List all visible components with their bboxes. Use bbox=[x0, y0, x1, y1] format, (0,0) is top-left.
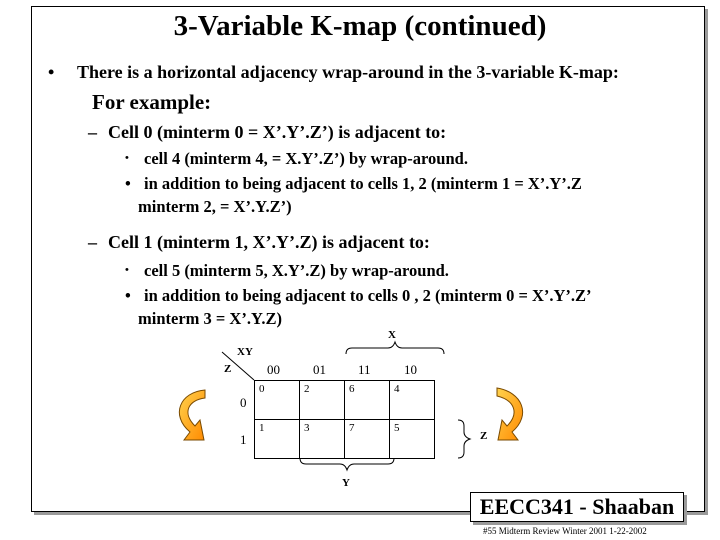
kmap-cell: 4 bbox=[390, 381, 435, 420]
for-example-label: For example: bbox=[92, 90, 212, 114]
course-footer-box: EECC341 - Shaaban bbox=[470, 492, 684, 522]
cell0-heading: Cell 0 (minterm 0 = X’.Y’.Z’) is adjacent to: bbox=[108, 122, 447, 142]
cell1-dash: – bbox=[88, 232, 97, 252]
cell0-sub2-line2: minterm 2, = X’.Y.Z’) bbox=[138, 197, 292, 216]
cell0-dash: – bbox=[88, 122, 97, 142]
kmap-y-label: Y bbox=[342, 477, 350, 489]
footer-info: #55 Midterm Review Winter 2001 1-22-2002 bbox=[483, 526, 647, 536]
z-brace bbox=[458, 420, 470, 458]
kmap-row-header-1: 1 bbox=[240, 432, 247, 447]
main-bullet-marker: • bbox=[48, 62, 55, 82]
kmap-cell: 7 bbox=[345, 420, 390, 459]
x-brace bbox=[346, 342, 444, 354]
wrap-around-arrow-left-icon bbox=[179, 390, 205, 440]
cell0-sub2-line1: in addition to being adjacent to cells 1, 2 (minterm 1 = X’.Y’.Z bbox=[144, 174, 582, 193]
cell1-sub1-bullet: • bbox=[125, 264, 129, 276]
kmap-cell: 2 bbox=[300, 381, 345, 420]
kmap-cell: 3 bbox=[300, 420, 345, 459]
kmap-cell: 6 bbox=[345, 381, 390, 420]
kmap-col-header-01: 01 bbox=[313, 362, 326, 377]
cell1-heading: Cell 1 (minterm 1, X’.Y’.Z) is adjacent to: bbox=[108, 232, 430, 252]
wrap-around-arrow-right-icon bbox=[497, 388, 523, 440]
cell0-sub1-text: cell 4 (minterm 4, = X.Y’.Z’) by wrap-around. bbox=[144, 149, 468, 168]
cell0-sub2-bullet: • bbox=[125, 174, 131, 193]
kmap-diagonal-line bbox=[222, 352, 254, 380]
kmap-row-header-0: 0 bbox=[240, 395, 247, 410]
slide-title: 3-Variable K-map (continued) bbox=[173, 10, 547, 42]
cell1-sub2-line1: in addition to being adjacent to cells 0 , 2 (minterm 0 = X’.Y’.Z’ bbox=[144, 286, 592, 305]
kmap-x-label: X bbox=[388, 329, 396, 341]
kmap-cell: 1 bbox=[255, 420, 300, 459]
cell1-sub2-bullet: • bbox=[125, 286, 131, 305]
kmap-col-header-11: 11 bbox=[358, 362, 371, 377]
cell0-sub1-bullet: • bbox=[125, 152, 129, 164]
kmap-col-header-10: 10 bbox=[404, 362, 417, 377]
y-brace bbox=[300, 458, 394, 470]
kmap-xy-label: XY bbox=[237, 346, 253, 358]
kmap-z-right-label: Z bbox=[480, 430, 488, 442]
kmap-cell: 0 bbox=[255, 381, 300, 420]
kmap-cell: 5 bbox=[390, 420, 435, 459]
cell1-sub2-line2: minterm 3 = X’.Y.Z) bbox=[138, 309, 282, 328]
kmap-z-label: Z bbox=[224, 363, 232, 375]
cell1-sub1-text: cell 5 (minterm 5, X.Y’.Z) by wrap-around. bbox=[144, 261, 449, 280]
main-bullet-text: There is a horizontal adjacency wrap-around in the 3-variable K-map: bbox=[77, 62, 619, 82]
kmap-col-header-00: 00 bbox=[267, 362, 280, 377]
